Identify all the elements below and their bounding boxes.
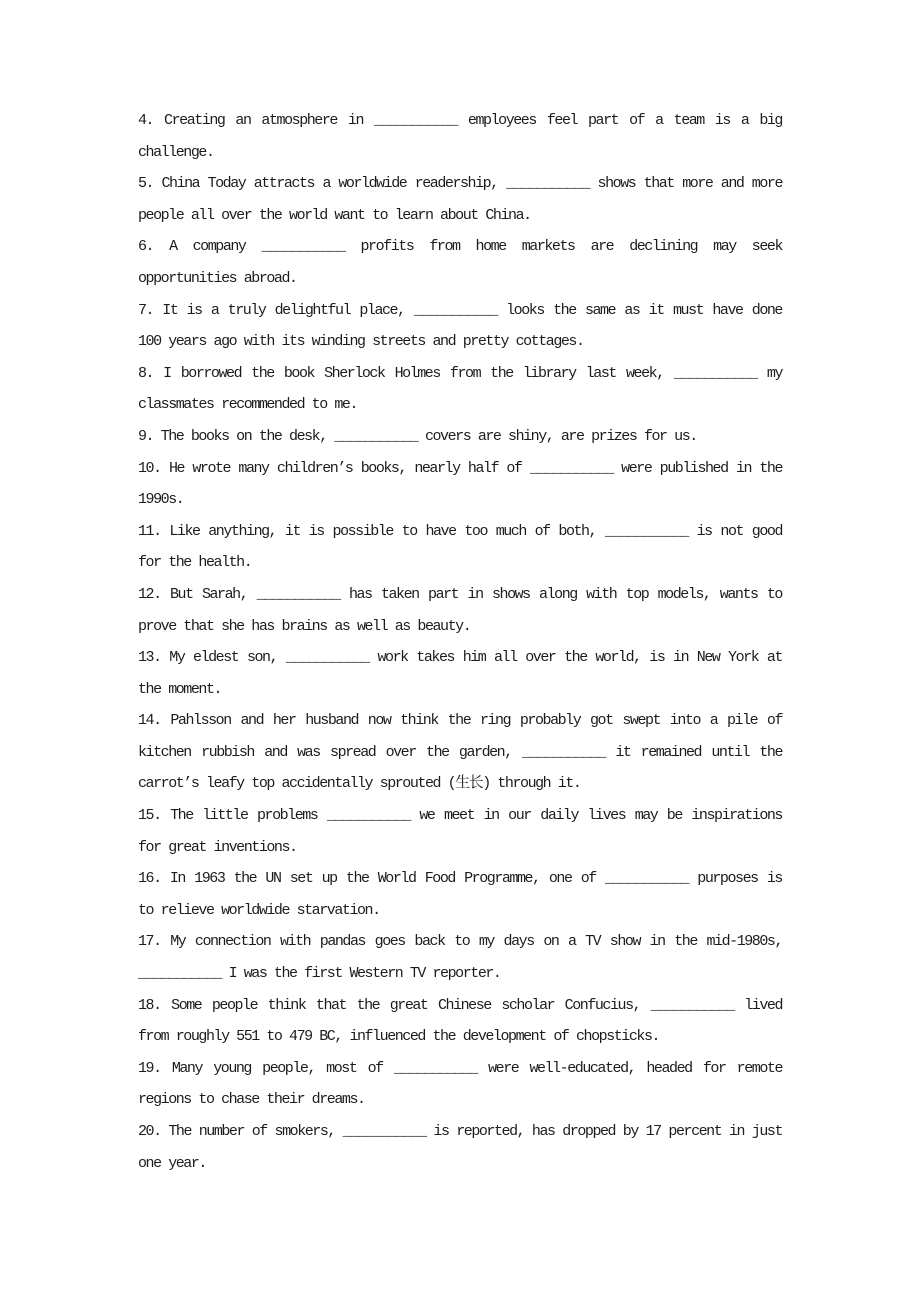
exercise-item (138, 516, 782, 579)
text-line: 17. My connection with pandas goes back to my days on a TV show in the mid-1980s, (138, 933, 782, 951)
text-line: 16. In 1963 the UN set up the World Food Programme, one of ___________ purposes is (138, 870, 782, 888)
exercise-item (138, 642, 782, 705)
text-line: 8. I borrowed the book Sherlock Holmes from the library last week, ___________ my (138, 364, 782, 382)
text-line: prove that she has brains as well as beauty. (138, 617, 471, 635)
text-line: 10. He wrote many children’s books, nearly half of ___________ were published in the (138, 459, 782, 477)
text-line: regions to chase their dreams. (138, 1091, 365, 1109)
exercise-item (138, 800, 782, 863)
text-line: 9. The books on the desk, ___________ covers are shiny, are prizes for us. (138, 427, 697, 445)
text-line: 14. Pahlsson and her husband now think the ring probably got swept into a pile of (138, 712, 782, 730)
text-line: 4. Creating an atmosphere in ___________ employees feel part of a team is a big (138, 112, 782, 129)
document-body (138, 105, 782, 1179)
exercise-item (138, 295, 782, 358)
exercise-item (138, 231, 782, 294)
exercise-item (138, 168, 782, 231)
text-line: 100 years ago with its winding streets and pretty cottages. (138, 333, 584, 351)
text-line: for great inventions. (138, 838, 297, 856)
exercise-item (138, 990, 782, 1053)
text-line: challenge. (138, 143, 214, 161)
text-line: people all over the world want to learn about China. (138, 206, 531, 224)
text-line: carrot’s leafy top accidentally sprouted (生长) through it. (138, 775, 581, 793)
exercise-item (138, 421, 782, 453)
text-line: the moment. (138, 680, 222, 698)
text-line: opportunities abroad. (138, 269, 297, 287)
text-line: 19. Many young people, most of ___________ were well-educated, headed for remote (138, 1059, 782, 1077)
text-line: for the health. (138, 554, 252, 572)
text-line: 20. The number of smokers, ___________ is reported, has dropped by 17 percent in just (138, 1123, 782, 1140)
text-line: to relieve worldwide starvation. (138, 901, 380, 919)
text-line: 5. China Today attracts a worldwide readership, ___________ shows that more and more (138, 175, 782, 193)
exercise-item (138, 863, 782, 926)
exercise-item (138, 705, 782, 800)
exercise-item (138, 105, 782, 168)
text-line: kitchen rubbish and was spread over the garden, ___________ it remained until the (138, 743, 782, 761)
exercise-item (138, 358, 782, 421)
text-line: 12. But Sarah, ___________ has taken part in shows along with top models, wants to (138, 585, 782, 603)
text-line: 11. Like anything, it is possible to have too much of both, ___________ is not good (138, 522, 782, 540)
text-line: 6. A company ___________ profits from home markets are declining may seek (138, 238, 782, 256)
exercise-item (138, 453, 782, 516)
text-line: 13. My eldest son, ___________ work takes him all over the world, is in New York at (138, 649, 782, 667)
text-line: 1990s. (138, 491, 184, 509)
exercise-item (138, 1053, 782, 1116)
text-line: ___________ I was the first Western TV reporter. (138, 965, 501, 983)
text-line: 7. It is a truly delightful place, ___________ looks the same as it must have done (138, 301, 782, 319)
text-line: 15. The little problems ___________ we meet in our daily lives may be inspirations (138, 807, 782, 825)
text-line: 18. Some people think that the great Chinese scholar Confucius, ___________ lived (138, 996, 782, 1014)
text-line: from roughly 551 to 479 BC, influenced the development of chopsticks. (138, 1028, 660, 1046)
exercise-item (138, 579, 782, 642)
exercise-item (138, 926, 782, 989)
exercise-item (138, 1116, 782, 1179)
text-line: classmates recommended to me. (138, 396, 357, 414)
text-line: one year. (138, 1154, 206, 1172)
